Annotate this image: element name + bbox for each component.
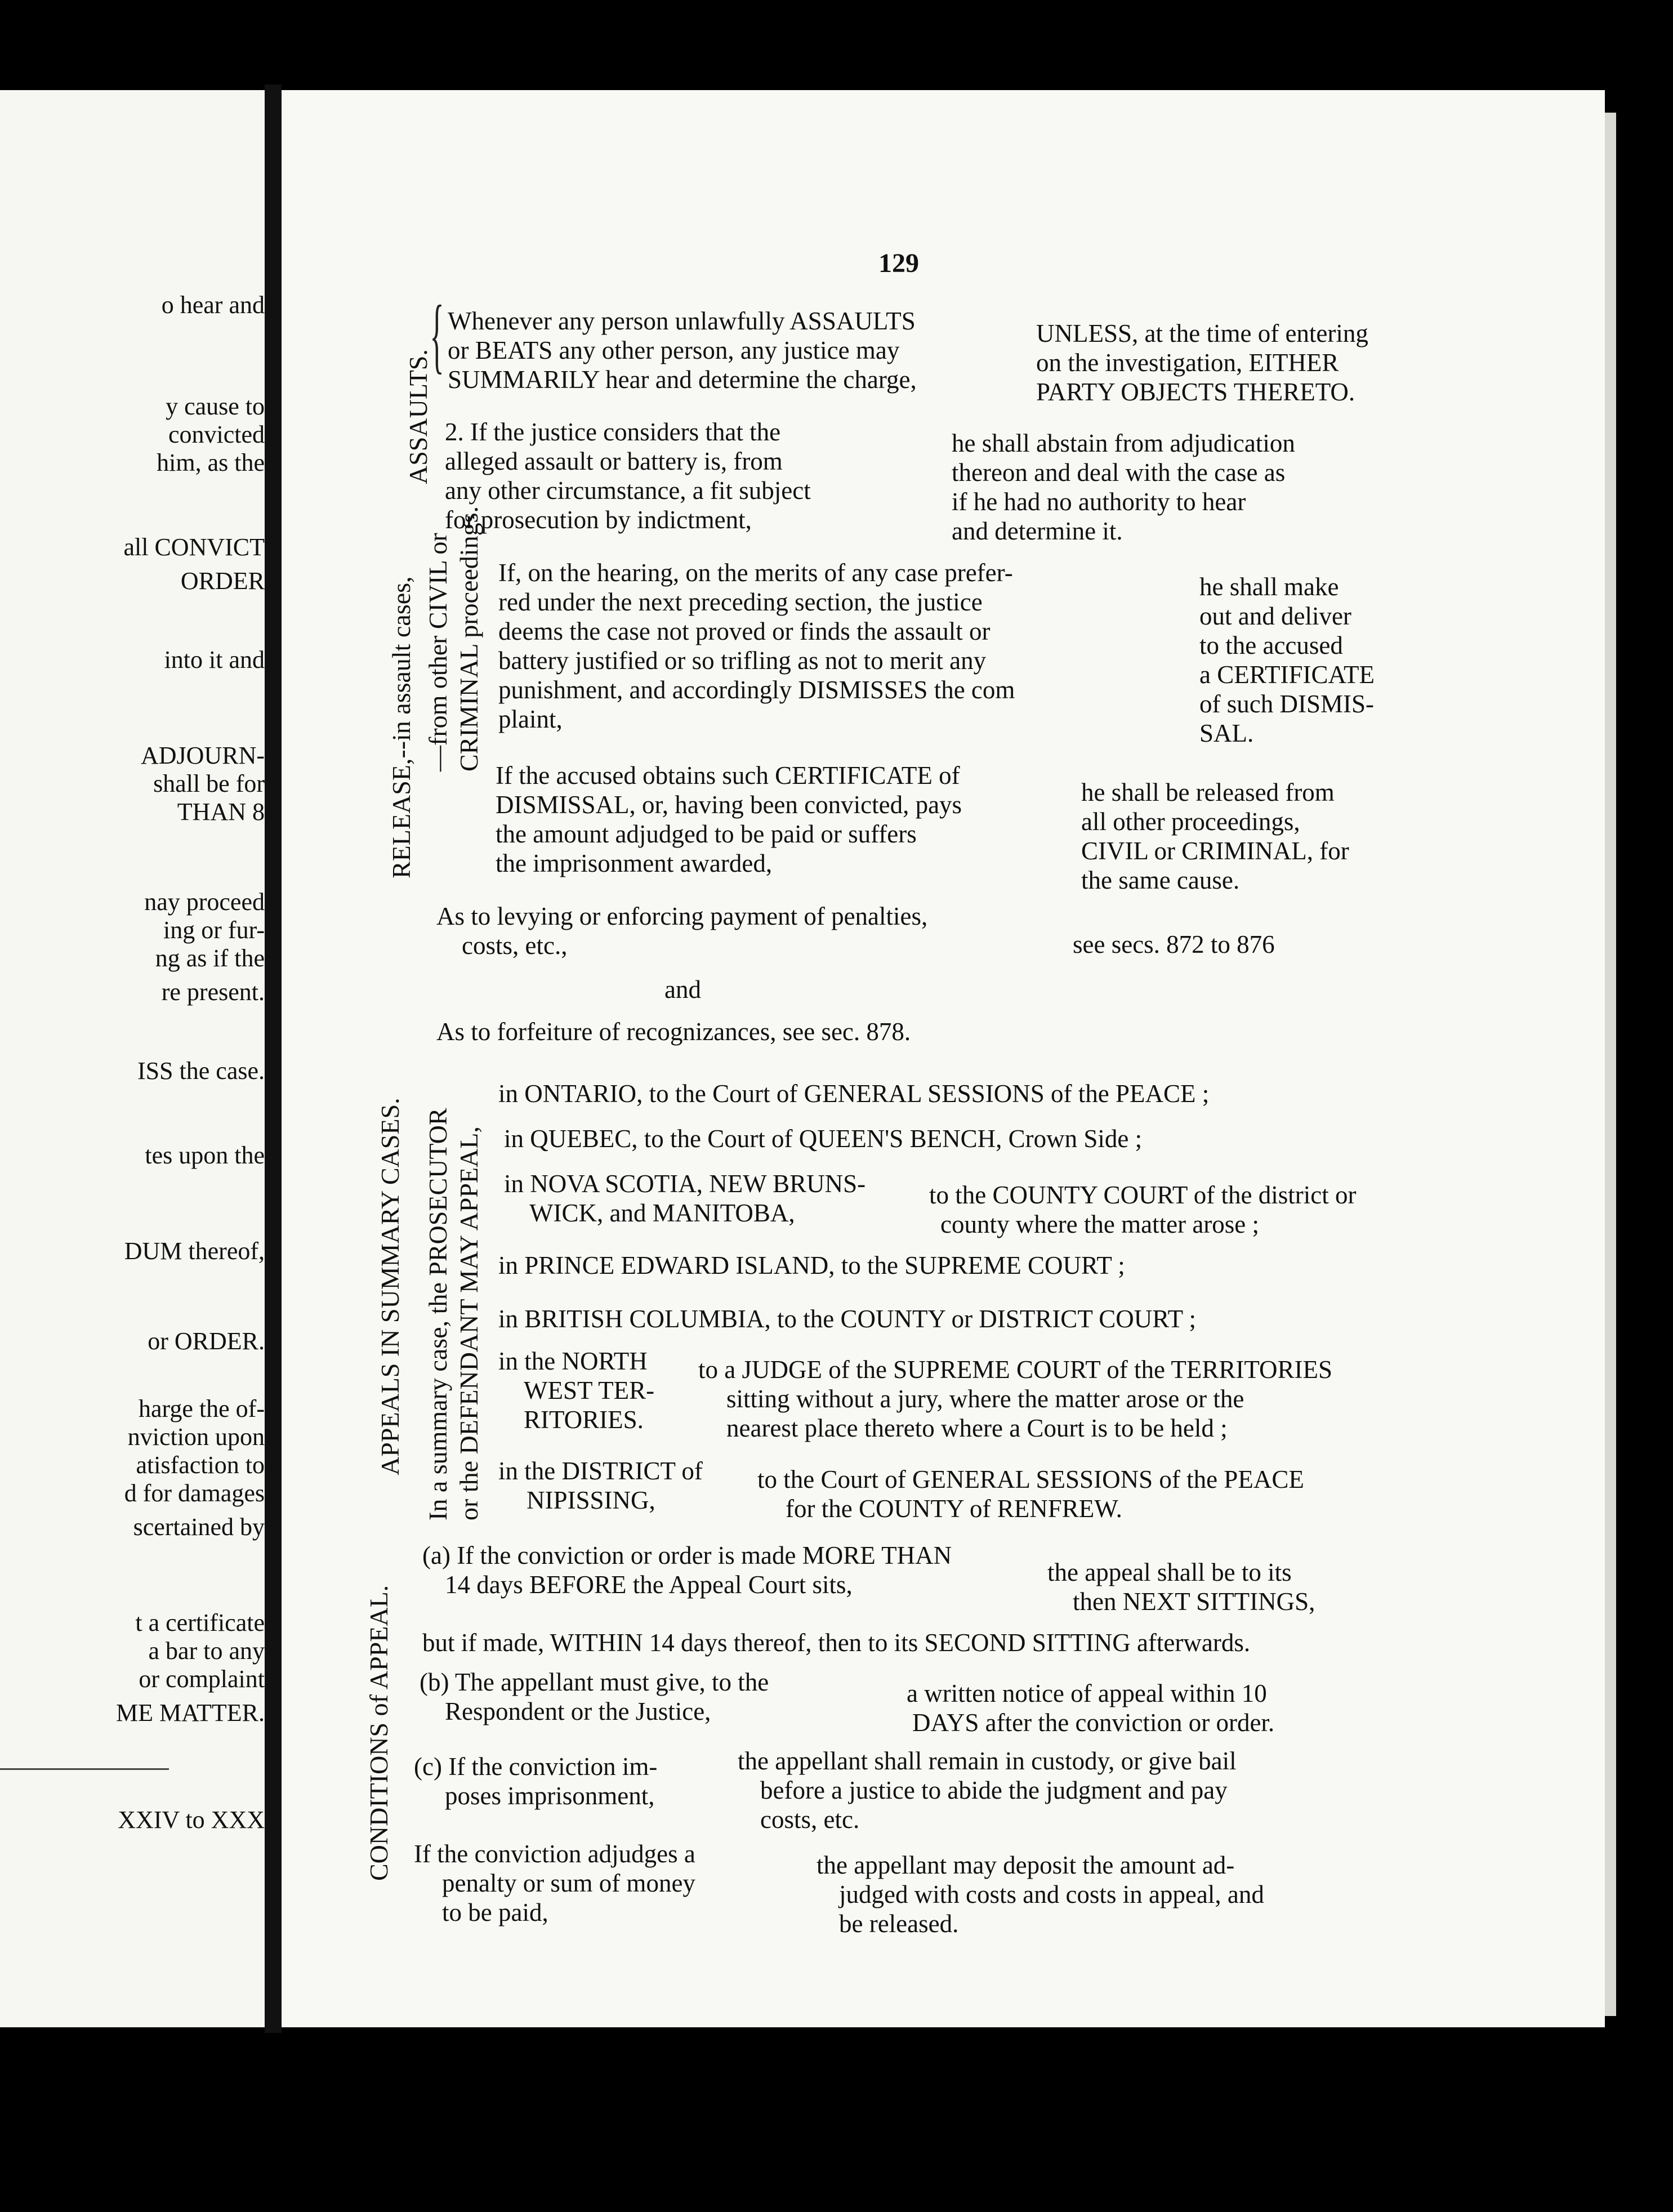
cond-c-r2: before a justice to abide the judgment and pay — [760, 1776, 1228, 1804]
cond-d-l2: penalty or sum of money — [442, 1869, 695, 1897]
cond-d-r2: judged with costs and costs in appeal, and — [839, 1880, 1264, 1908]
left-page-line: DUM thereof, — [124, 1237, 265, 1265]
page-edge — [1605, 113, 1616, 2016]
release-heading-3: CRIMINAL proceedings. — [454, 506, 483, 771]
appeals-sub-1: In a summary case, the PROSECUTOR — [423, 1108, 452, 1520]
left-page-line: atisfaction to — [136, 1451, 265, 1479]
left-page-line: ORDER — [180, 567, 265, 595]
assaults-p2-r2: thereon and deal with the case as — [952, 458, 1286, 487]
assaults-p2-l1: 2. If the justice considers that the — [445, 418, 781, 446]
left-page-line: y cause to — [166, 393, 265, 420]
left-page-line: nviction upon — [127, 1423, 265, 1451]
appeal-nip-l2: NIPISSING, — [527, 1486, 655, 1514]
conditions-heading: CONDITIONS of APPEAL. — [364, 1585, 393, 1881]
left-page-line: shall be for — [153, 770, 265, 797]
cond-a-l2: 14 days BEFORE the Appeal Court sits, — [445, 1571, 853, 1599]
page-number: 129 — [878, 248, 919, 278]
appeal-ns-r1: to the COUNTY COURT of the district or — [929, 1181, 1357, 1209]
appeal-nwt-l2: WEST TER- — [524, 1376, 655, 1404]
left-page-line: all CONVICT — [123, 533, 265, 561]
cond-c-l1: (c) If the conviction im- — [414, 1752, 658, 1781]
cond-a-r1: the appeal shall be to its — [1047, 1558, 1292, 1586]
release-p1-l3: deems the case not proved or finds the assault or — [498, 617, 991, 645]
left-page-rule — [0, 1768, 169, 1770]
cond-a-r2: then NEXT SITTINGS, — [1073, 1587, 1315, 1616]
assaults-p2-l4: for prosecution by indictment, — [445, 506, 752, 534]
assaults-heading: ASSAULTS. — [404, 349, 432, 484]
appeal-nwt-l1: in the NORTH — [498, 1347, 648, 1375]
left-page-line: d for damages — [124, 1479, 265, 1507]
appeal-nwt-r3: nearest place thereto where a Court is to be held ; — [726, 1414, 1228, 1442]
appeals-heading: APPEALS IN SUMMARY CASES. — [376, 1098, 404, 1475]
release-p2-r3: CIVIL or CRIMINAL, for — [1081, 837, 1349, 865]
release-p2-l4: the imprisonment awarded, — [496, 849, 773, 877]
appeal-ns-r2: county where the matter arose ; — [940, 1210, 1260, 1238]
release-heading-1: RELEASE,--in assault cases, — [387, 576, 416, 878]
left-page-line: ing or fur- — [163, 916, 265, 944]
left-page-line: or complaint — [139, 1665, 265, 1693]
left-page-line: convicted — [168, 421, 265, 448]
left-page-line: ISS the case. — [137, 1057, 265, 1085]
book-spine — [265, 84, 282, 2033]
appeals-sub-2: or the DEFENDANT MAY APPEAL, — [454, 1126, 483, 1520]
appeal-bc: in BRITISH COLUMBIA, to the COUNTY or DISTRICT COURT ; — [498, 1305, 1196, 1333]
cond-b-r1: a written notice of appeal within 10 — [907, 1679, 1267, 1707]
left-page-line: nay proceed — [144, 888, 265, 916]
assaults-p2-l2: alleged assault or battery is, from — [445, 447, 783, 475]
left-page-line: a bar to any — [148, 1637, 265, 1665]
appeal-nwt-r2: sitting without a jury, where the matter arose or the — [726, 1385, 1244, 1413]
cond-a-l1: (a) If the conviction or order is made MORE THAN — [422, 1541, 952, 1569]
release-p1-l1: If, on the hearing, on the merits of any case prefer- — [498, 559, 1013, 587]
cond-b-l2: Respondent or the Justice, — [445, 1697, 711, 1725]
appeal-ontario: in ONTARIO, to the Court of GENERAL SESSIONS of the PEACE ; — [498, 1080, 1210, 1108]
cond-b-r2: DAYS after the conviction or order. — [912, 1709, 1275, 1737]
release-p2-r4: the same cause. — [1081, 866, 1240, 894]
release-p1-r4: a CERTIFICATE — [1199, 661, 1375, 689]
assaults-p1-l1: Whenever any person unlawfully ASSAULTS — [448, 307, 916, 335]
release-p1-r6: SAL. — [1199, 719, 1254, 747]
release-p1-r5: of such DISMIS- — [1199, 690, 1374, 718]
left-page-line: ADJOURN- — [141, 742, 265, 769]
release-p1-l4: battery justified or so trifling as not to merit any — [498, 646, 987, 675]
cond-a-cont: but if made, WITHIN 14 days thereof, then to its SECOND SITTING afterwards. — [422, 1629, 1251, 1657]
release-p1-l6: plaint, — [498, 705, 563, 733]
levying-l2: costs, etc., — [462, 931, 568, 960]
assaults-p1-r2: on the investigation, EITHER — [1036, 349, 1339, 377]
levying-l1: As to levying or enforcing payment of penalties, — [436, 902, 928, 930]
left-page-line: o hear and — [161, 291, 265, 319]
appeal-nip-l1: in the DISTRICT of — [498, 1457, 703, 1485]
release-p1-r3: to the accused — [1199, 631, 1343, 659]
appeal-quebec: in QUEBEC, to the Court of QUEEN'S BENCH, Crown Side ; — [504, 1125, 1143, 1153]
release-p2-l2: DISMISSAL, or, having been convicted, pays — [496, 791, 962, 819]
left-page-line: XXIV to XXX — [118, 1806, 265, 1834]
appeal-pei: in PRINCE EDWARD ISLAND, to the SUPREME COURT ; — [498, 1251, 1125, 1279]
left-page-line: him, as the — [157, 449, 265, 476]
release-p1-r2: out and deliver — [1199, 602, 1351, 630]
assaults-p2-r1: he shall abstain from adjudication — [952, 429, 1295, 457]
appeal-nwt-l3: RITORIES. — [524, 1406, 644, 1434]
release-p2-r2: all other proceedings, — [1081, 808, 1300, 836]
assaults-p1-l3: SUMMARILY hear and determine the charge, — [448, 365, 917, 394]
assaults-p1-r1: UNLESS, at the time of entering — [1036, 319, 1368, 347]
left-page-line: t a certificate — [135, 1609, 265, 1636]
release-p2-r1: he shall be released from — [1081, 778, 1335, 806]
cond-d-l3: to be paid, — [442, 1898, 548, 1926]
left-page-line: ME MATTER. — [116, 1699, 265, 1727]
release-heading-2: —from other CIVIL or — [423, 533, 452, 771]
appeal-nip-r2: for the COUNTY of RENFREW. — [786, 1495, 1122, 1523]
release-p1-r1: he shall make — [1199, 573, 1339, 601]
assaults-p2-r3: if he had no authority to hear — [952, 488, 1246, 516]
assaults-p1-r3: PARTY OBJECTS THERETO. — [1036, 378, 1355, 406]
forfeiture-line: As to forfeiture of recognizances, see sec. 878. — [436, 1018, 911, 1046]
left-page-line: ng as if the — [155, 944, 265, 972]
assaults-p2-l3: any other circumstance, a fit subject — [445, 476, 811, 505]
release-p2-l3: the amount adjudged to be paid or suffers — [496, 820, 917, 848]
cond-c-r3: costs, etc. — [760, 1805, 860, 1834]
cond-c-l2: poses imprisonment, — [445, 1782, 655, 1810]
cond-c-r1: the appellant shall remain in custody, or give bail — [738, 1747, 1237, 1775]
levying-right: see secs. 872 to 876 — [1073, 930, 1275, 958]
release-p2-l1: If the accused obtains such CERTIFICATE of — [496, 761, 960, 790]
appeal-ns-l2: WICK, and MANITOBA, — [529, 1199, 795, 1227]
appeal-nwt-r1: to a JUDGE of the SUPREME COURT of the TERRITORIES — [698, 1355, 1333, 1384]
left-page-line: re present. — [161, 978, 265, 1006]
levying-and: and — [664, 975, 701, 1004]
release-p1-l2: red under the next preceding section, the justice — [498, 588, 983, 616]
left-page-line: into it and — [164, 646, 265, 674]
appeal-nip-r1: to the Court of GENERAL SESSIONS of the PEACE — [757, 1465, 1304, 1493]
left-page-line: tes upon the — [145, 1141, 265, 1169]
assaults-p2-r4: and determine it. — [952, 517, 1123, 545]
left-page-line: scertained by — [133, 1513, 265, 1541]
left-page-line: or ORDER. — [148, 1327, 265, 1355]
cond-d-r3: be released. — [839, 1910, 959, 1938]
appeal-ns-l1: in NOVA SCOTIA, NEW BRUNS- — [504, 1170, 866, 1198]
cond-d-l1: If the conviction adjudges a — [414, 1840, 695, 1868]
release-p1-l5: punishment, and accordingly DISMISSES the com — [498, 676, 1015, 704]
left-page-line: THAN 8 — [177, 798, 265, 826]
cond-d-r1: the appellant may deposit the amount ad- — [817, 1851, 1235, 1879]
assaults-p1-l2: or BEATS any other person, any justice may — [448, 336, 900, 364]
cond-b-l1: (b) The appellant must give, to the — [420, 1668, 769, 1696]
assaults-brace: { — [430, 288, 444, 382]
left-page-line: harge the of- — [139, 1395, 265, 1422]
